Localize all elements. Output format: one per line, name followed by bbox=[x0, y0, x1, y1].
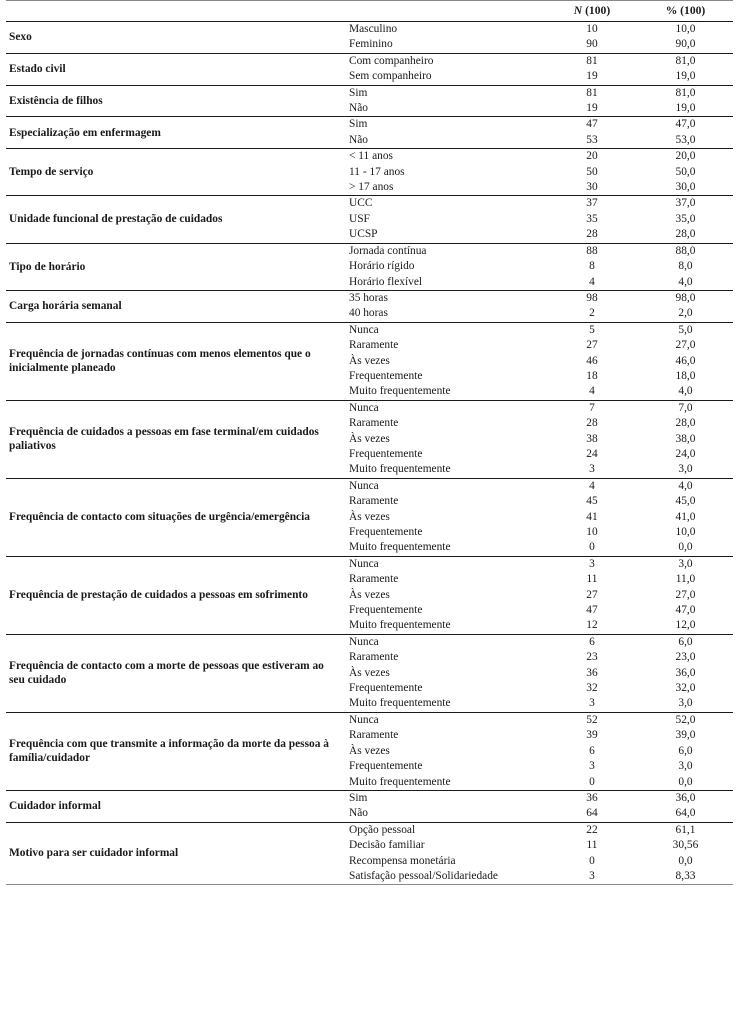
variable-label: Frequência de cuidados a pessoas em fase terminal/em cuidados paliativos bbox=[6, 400, 342, 478]
variable-column-header bbox=[6, 3, 342, 22]
n-value: 46 bbox=[586, 354, 598, 367]
table-row bbox=[6, 790, 733, 806]
pct-value: 3,0 bbox=[678, 760, 693, 773]
n-column-header bbox=[546, 3, 638, 22]
level-label: Frequentemente bbox=[349, 526, 423, 538]
level-label: Jornada contínua bbox=[342, 243, 546, 259]
table-row bbox=[6, 400, 733, 416]
pct-value: 38,0 bbox=[675, 432, 696, 445]
level-label: Com companheiro bbox=[342, 53, 546, 69]
level-label: 11 - 17 anos bbox=[349, 165, 405, 178]
level-label: Sem companheiro bbox=[349, 70, 432, 83]
variable-label: Tempo de serviço bbox=[6, 149, 342, 196]
n-value: 10 bbox=[586, 526, 598, 538]
pct-value: 47,0 bbox=[638, 117, 733, 133]
n-value: 41 bbox=[586, 510, 598, 523]
n-value: 81 bbox=[546, 85, 638, 101]
pct-value: 8,33 bbox=[675, 869, 696, 882]
n-value: 4 bbox=[589, 385, 595, 398]
level-label: Muito frequentemente bbox=[349, 385, 451, 398]
level-label: Sim bbox=[342, 85, 546, 101]
variable-label: Especialização em enfermagem bbox=[6, 117, 342, 149]
n-value: 3 bbox=[546, 556, 638, 572]
n-value: 7 bbox=[546, 400, 638, 416]
header-row bbox=[6, 3, 733, 22]
n-value: 47 bbox=[546, 117, 638, 133]
level-label: Nunca bbox=[342, 322, 546, 338]
pct-value: 3,0 bbox=[678, 463, 693, 476]
n-value: 20 bbox=[546, 149, 638, 165]
level-label: Frequentemente bbox=[349, 604, 423, 617]
n-value: 11 bbox=[586, 839, 598, 852]
level-label: Frequentemente bbox=[349, 447, 423, 460]
table-row bbox=[6, 478, 733, 494]
variable-label: Estado civil bbox=[6, 53, 342, 85]
n-value: 64 bbox=[586, 807, 598, 820]
pct-value: 19,0 bbox=[675, 102, 696, 115]
pct-value: 88,0 bbox=[638, 243, 733, 259]
level-label: Não bbox=[349, 807, 368, 820]
n-value: 6 bbox=[589, 744, 595, 757]
n-value: 2 bbox=[589, 307, 595, 320]
pct-value: 7,0 bbox=[638, 400, 733, 416]
n-value: 28 bbox=[586, 228, 598, 241]
table-row bbox=[6, 243, 733, 259]
level-label: < 11 anos bbox=[342, 149, 546, 165]
level-label: Raramente bbox=[349, 651, 399, 664]
n-value: 19 bbox=[586, 70, 598, 83]
pct-value: 23,0 bbox=[675, 651, 696, 664]
level-label: Nunca bbox=[342, 634, 546, 650]
pct-value: 32,0 bbox=[675, 682, 696, 695]
pct-value: 28,0 bbox=[675, 228, 696, 241]
n-value: 19 bbox=[586, 102, 598, 115]
n-value: 32 bbox=[586, 682, 598, 695]
variable-label: Frequência de contacto com situações de urgência/emergência bbox=[6, 478, 342, 556]
variable-label: Frequência com que transmite a informação da morte da pessoa à família/cuidador bbox=[6, 712, 342, 790]
variable-label: Cuidador informal bbox=[6, 790, 342, 822]
level-label: Raramente bbox=[349, 573, 399, 586]
n-value: 81 bbox=[546, 53, 638, 69]
level-label: UCSP bbox=[349, 228, 378, 241]
level-label: Sim bbox=[342, 790, 546, 806]
level-label: Nunca bbox=[342, 400, 546, 416]
level-label: Às vezes bbox=[349, 432, 390, 445]
pct-column-header bbox=[638, 3, 733, 22]
pct-value: 4,0 bbox=[678, 385, 693, 398]
n-value: 3 bbox=[589, 760, 595, 773]
pct-value: 64,0 bbox=[675, 807, 696, 820]
level-label: Às vezes bbox=[349, 744, 390, 757]
pct-value: 18,0 bbox=[675, 369, 696, 382]
pct-value: 6,0 bbox=[678, 744, 693, 757]
n-value: 88 bbox=[546, 243, 638, 259]
table-row bbox=[6, 290, 733, 306]
pct-value: 0,0 bbox=[678, 775, 693, 788]
variable-label: Tipo de horário bbox=[6, 243, 342, 290]
pct-value: 5,0 bbox=[638, 322, 733, 338]
level-label: 35 horas bbox=[342, 290, 546, 306]
pct-value: 2,0 bbox=[678, 307, 693, 320]
n-value: 10 bbox=[586, 23, 598, 35]
pct-value: 0,0 bbox=[678, 541, 693, 554]
level-label: Raramente bbox=[349, 729, 399, 742]
table-row bbox=[6, 85, 733, 101]
n-value: 4 bbox=[546, 478, 638, 494]
pct-value: 28,0 bbox=[675, 417, 696, 430]
level-label: Muito frequentemente bbox=[349, 541, 451, 554]
variable-label: Motivo para ser cuidador informal bbox=[6, 822, 342, 885]
n-value: 22 bbox=[546, 822, 638, 838]
pct-value: 30,56 bbox=[672, 839, 699, 852]
table-header bbox=[6, 1, 733, 22]
pct-value: 45,0 bbox=[675, 495, 696, 508]
table-row bbox=[6, 53, 733, 69]
n-value: 27 bbox=[586, 588, 598, 601]
table-body bbox=[6, 22, 733, 885]
n-value: 0 bbox=[589, 775, 595, 788]
pct-value: 24,0 bbox=[675, 447, 696, 460]
pct-value: 20,0 bbox=[638, 149, 733, 165]
n-symbol: N bbox=[573, 4, 583, 17]
table-row bbox=[6, 22, 733, 38]
n-count: (100) bbox=[582, 4, 611, 17]
n-value: 36 bbox=[586, 666, 598, 679]
pct-value: 3,0 bbox=[638, 556, 733, 572]
variable-label: Existência de filhos bbox=[6, 85, 342, 117]
sample-characteristics-table bbox=[6, 0, 733, 888]
level-label: Não bbox=[349, 102, 368, 115]
n-value: 3 bbox=[589, 869, 595, 882]
pct-value: 27,0 bbox=[675, 339, 696, 352]
level-label: Frequentemente bbox=[349, 760, 423, 773]
pct-value: 36,0 bbox=[675, 666, 696, 679]
pct-value: 19,0 bbox=[675, 70, 696, 83]
pct-value: 47,0 bbox=[675, 604, 696, 617]
pct-value: 37,0 bbox=[638, 196, 733, 212]
level-label: Frequentemente bbox=[349, 369, 423, 382]
level-label: Às vezes bbox=[349, 666, 390, 679]
level-label: Nunca bbox=[342, 556, 546, 572]
pct-value: 39,0 bbox=[675, 729, 696, 742]
level-label: Às vezes bbox=[349, 588, 390, 601]
pct-value: 81,0 bbox=[638, 85, 733, 101]
level-label: UCC bbox=[342, 196, 546, 212]
n-value: 50 bbox=[586, 165, 598, 178]
n-value: 45 bbox=[586, 495, 598, 508]
level-label: Recompensa monetária bbox=[349, 854, 456, 867]
n-value: 47 bbox=[586, 604, 598, 617]
n-value: 3 bbox=[589, 463, 595, 476]
n-value: 35 bbox=[586, 212, 598, 225]
level-label: Nunca bbox=[342, 712, 546, 728]
pct-value: 46,0 bbox=[675, 354, 696, 367]
pct-value: 6,0 bbox=[638, 634, 733, 650]
pct-value: 90,0 bbox=[675, 38, 696, 51]
pct-value: 3,0 bbox=[678, 697, 693, 710]
pct-value: 98,0 bbox=[638, 290, 733, 306]
n-value: 5 bbox=[546, 322, 638, 338]
variable-label: Frequência de contacto com a morte de pessoas que estiveram ao seu cuidado bbox=[6, 634, 342, 712]
pct-value: 41,0 bbox=[675, 510, 696, 523]
n-value: 39 bbox=[586, 729, 598, 742]
n-value: 6 bbox=[546, 634, 638, 650]
pct-count: (100) bbox=[677, 4, 706, 17]
pct-value: 12,0 bbox=[675, 619, 696, 632]
table-row bbox=[6, 712, 733, 728]
pct-value: 27,0 bbox=[675, 588, 696, 601]
level-label: Sim bbox=[342, 117, 546, 133]
n-value: 12 bbox=[586, 619, 598, 632]
level-label: Raramente bbox=[349, 339, 399, 352]
variable-label: Frequência de jornadas contínuas com menos elementos que o inicialmente planeado bbox=[6, 322, 342, 400]
variable-label: Carga horária semanal bbox=[6, 290, 342, 322]
pct-value: 30,0 bbox=[675, 181, 696, 194]
pct-value: 50,0 bbox=[675, 165, 696, 178]
n-value: 52 bbox=[546, 712, 638, 728]
pct-symbol: % bbox=[665, 4, 678, 17]
level-label: Masculino bbox=[349, 23, 398, 35]
pct-value: 61,1 bbox=[638, 822, 733, 838]
n-value: 23 bbox=[586, 651, 598, 664]
level-label: Muito frequentemente bbox=[349, 775, 451, 788]
variable-label: Frequência de prestação de cuidados a pessoas em sofrimento bbox=[6, 556, 342, 634]
n-value: 18 bbox=[586, 369, 598, 382]
n-value: 36 bbox=[546, 790, 638, 806]
level-label: Muito frequentemente bbox=[349, 697, 451, 710]
level-label: 40 horas bbox=[349, 307, 388, 320]
n-value: 4 bbox=[589, 275, 595, 288]
level-label: Horário rígido bbox=[349, 260, 415, 273]
level-label: Opção pessoal bbox=[342, 822, 546, 838]
pct-value: 4,0 bbox=[638, 478, 733, 494]
n-value: 11 bbox=[586, 573, 598, 586]
n-value: 24 bbox=[586, 447, 598, 460]
level-label: > 17 anos bbox=[349, 181, 394, 194]
level-label: Raramente bbox=[349, 495, 399, 508]
level-label: Horário flexível bbox=[349, 275, 423, 288]
n-value: 38 bbox=[586, 432, 598, 445]
table-row bbox=[6, 556, 733, 572]
n-value: 0 bbox=[589, 854, 595, 867]
pct-value: 52,0 bbox=[638, 712, 733, 728]
pct-value: 10,0 bbox=[675, 23, 696, 35]
n-value: 53 bbox=[586, 133, 598, 146]
table-footer bbox=[6, 885, 733, 889]
bottom-rule bbox=[6, 885, 733, 889]
level-label: Às vezes bbox=[349, 354, 390, 367]
table-row bbox=[6, 822, 733, 838]
pct-value: 36,0 bbox=[638, 790, 733, 806]
level-label: Frequentemente bbox=[349, 682, 423, 695]
pct-value: 8,0 bbox=[678, 260, 693, 273]
variable-label: Unidade funcional de prestação de cuidados bbox=[6, 196, 342, 243]
n-value: 90 bbox=[586, 38, 598, 51]
table-row bbox=[6, 149, 733, 165]
level-label: Feminino bbox=[349, 38, 393, 51]
level-label: Decisão familiar bbox=[349, 839, 425, 852]
pct-value: 35,0 bbox=[675, 212, 696, 225]
pct-value: 10,0 bbox=[675, 526, 696, 538]
pct-value: 53,0 bbox=[675, 133, 696, 146]
n-value: 98 bbox=[546, 290, 638, 306]
level-label: Muito frequentemente bbox=[349, 463, 451, 476]
level-label: Nunca bbox=[342, 478, 546, 494]
table-row bbox=[6, 322, 733, 338]
table-row bbox=[6, 196, 733, 212]
level-column-header bbox=[342, 3, 546, 22]
n-value: 28 bbox=[586, 417, 598, 430]
n-value: 27 bbox=[586, 339, 598, 352]
pct-value: 0,0 bbox=[678, 854, 693, 867]
pct-value: 81,0 bbox=[638, 53, 733, 69]
n-value: 37 bbox=[546, 196, 638, 212]
variable-label: Sexo bbox=[9, 31, 32, 44]
level-label: Às vezes bbox=[349, 510, 390, 523]
level-label: USF bbox=[349, 212, 370, 225]
pct-value: 11,0 bbox=[675, 573, 696, 586]
pct-value: 4,0 bbox=[678, 275, 693, 288]
level-label: Satisfação pessoal/Solidariedade bbox=[349, 869, 498, 882]
table-row bbox=[6, 634, 733, 650]
n-value: 8 bbox=[589, 260, 595, 273]
n-value: 30 bbox=[586, 181, 598, 194]
n-value: 3 bbox=[589, 697, 595, 710]
level-label: Muito frequentemente bbox=[349, 619, 451, 632]
table-row bbox=[6, 117, 733, 133]
n-value: 0 bbox=[589, 541, 595, 554]
level-label: Raramente bbox=[349, 417, 399, 430]
level-label: Não bbox=[349, 133, 368, 146]
